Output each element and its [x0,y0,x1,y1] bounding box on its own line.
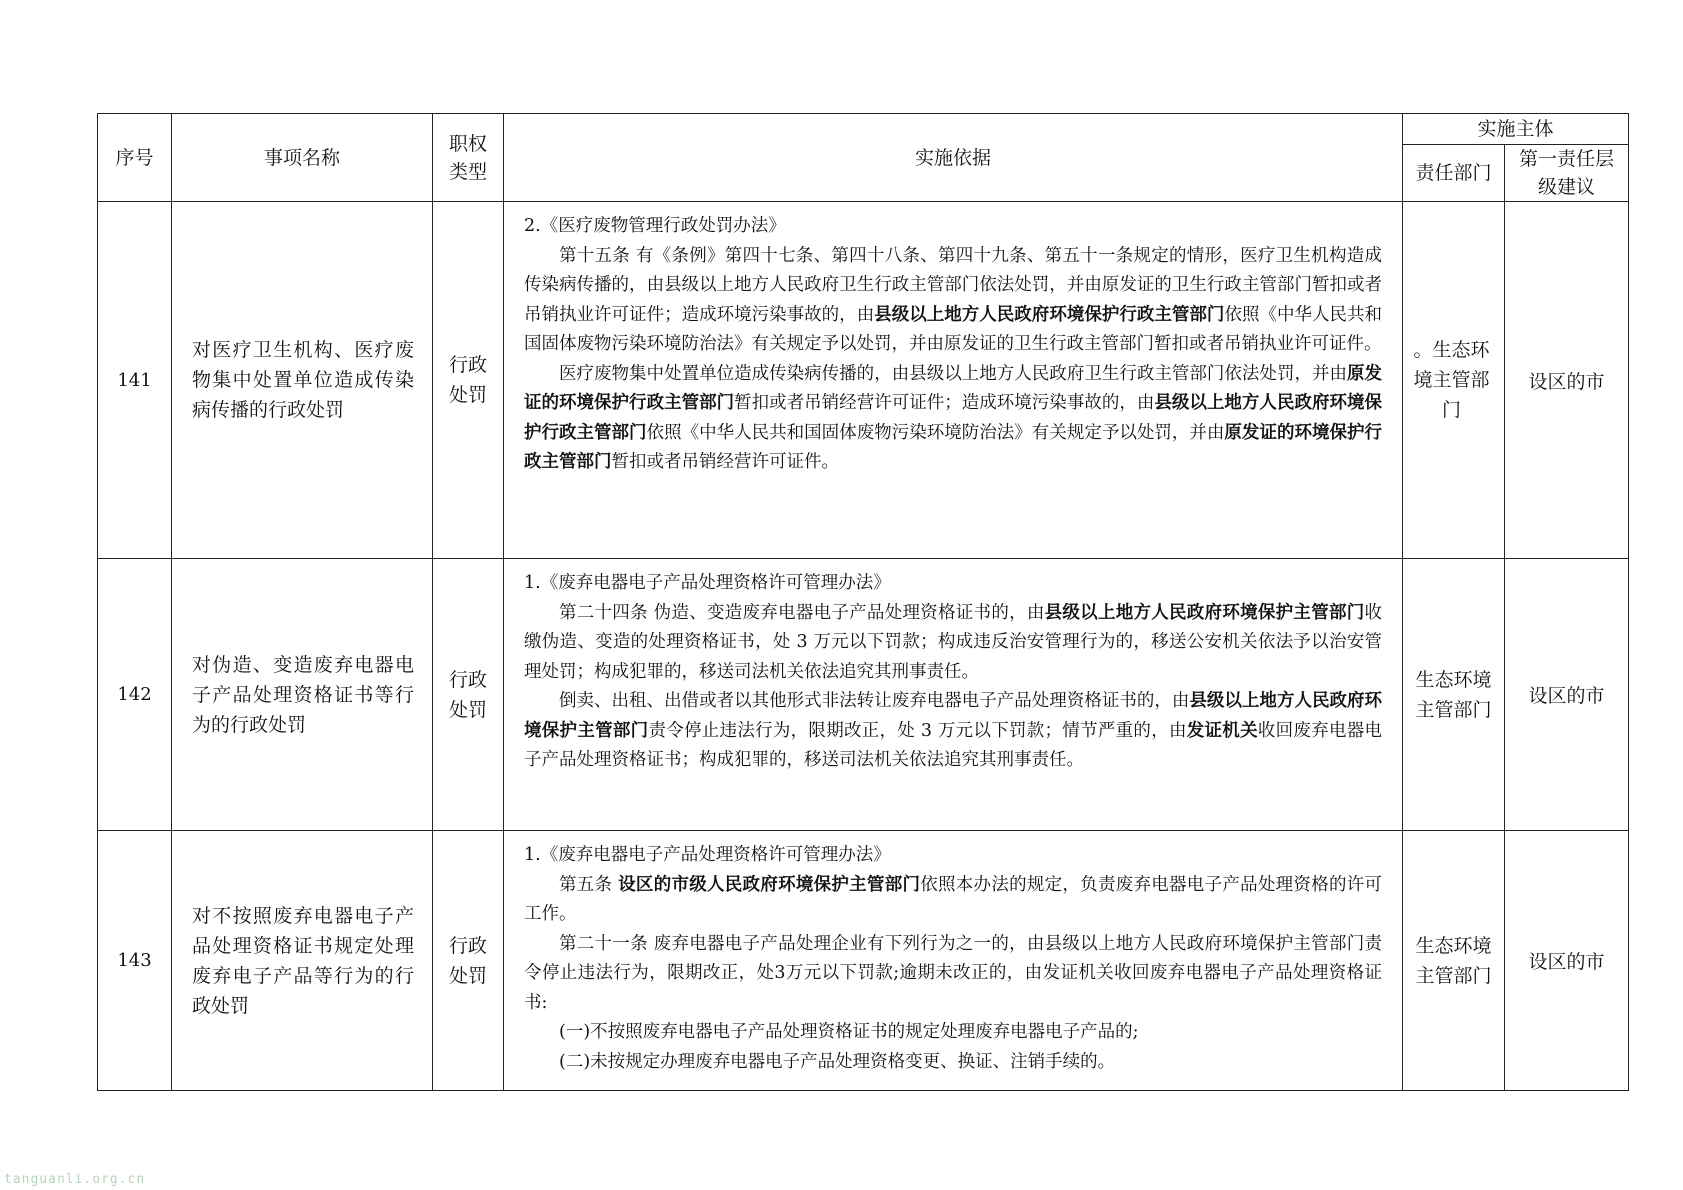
row-type: 行政处罚 [433,559,504,831]
row-basis [504,202,1403,559]
table-row [98,559,1629,831]
basis-list-item: (一)不按照废弃电器电子产品处理资格证书的规定处理废弃电器电子产品的; [559,1022,1139,1042]
header-subject: 实施主体 [1403,114,1629,145]
header-type: 职权类型 [433,114,504,202]
basis-paragraph: 第五条 设区的市级人民政府环境保护主管部门依照本办法的规定，负责废弃电器电子产品处理资格的许可工作。 [524,874,1382,924]
row-level: 设区的市 [1505,831,1629,1091]
header-seq: 序号 [98,114,172,202]
basis-paragraph: 第二十四条 伪造、变造废弃电器电子产品处理资格证书的，由县级以上地方人民政府环境保护主管部门收缴伪造、变造的处理资格证书，处 3 万元以下罚款；构成违反治安管理行为的，移送公安机关依法予以治安管理处罚；构成犯罪的，移送司法机关依法追究其刑事责任。 [524,602,1383,682]
row-basis [504,559,1403,831]
row-name: 对医疗卫生机构、医疗废物集中处置单位造成传染病传播的行政处罚 [172,202,433,559]
basis-list-item: (二)未按规定办理废弃电器电子产品处理资格变更、换证、注销手续的。 [559,1051,1116,1072]
row-name: 对伪造、变造废弃电器电子产品处理资格证书等行为的行政处罚 [172,559,433,831]
table-row [98,202,1629,559]
basis-paragraph: 医疗废物集中处置单位造成传染病传播的，由县级以上地方人民政府卫生行政主管部门依法处罚，并由原发证的环境保护行政主管部门暂扣或者吊销经营许可证件；造成环境污染事故的，由县级以上地方人民政府环境保护行政主管部门依照《中华人民共和国固体废物污染环境防治法》有关规定予以处罚，并由原发证的环境保护行政主管部门暂扣或者吊销经营许可证件。 [524,363,1383,472]
basis-paragraph: 倒卖、出租、出借或者以其他形式非法转让废弃电器电子产品处理资格证书的，由县级以上地方人民政府环境保护主管部门责令停止违法行为，限期改正，处 3 万元以下罚款；情节严重的，由发证机关收回废弃电器电子产品处理资格证书；构成犯罪的，移送司法机关依法追究其刑事责任。 [524,691,1383,770]
basis-paragraph: 第十五条 有《条例》第四十七条、第四十八条、第四十九条、第五十一条规定的情形，医疗卫生机构造成传染病传播的，由县级以上地方人民政府卫生行政主管部门依法处罚，并由原发证的卫生行政主管部门暂扣或者吊销执业许可证件；造成环境污染事故的，由县级以上地方人民政府环境保护行政主管部门依照《中华人民共和国固体废物污染环境防治法》有关规定予以处罚，并由原发证的卫生行政主管部门暂扣或者吊销执业许可证件。 [524,245,1383,354]
basis-title: 1.《废弃电器电子产品处理资格许可管理办法》 [524,845,891,865]
row-type: 行政处罚 [433,831,504,1091]
row-dept: 。生态环境主管部门 [1403,202,1505,559]
row-seq: 141 [98,202,172,559]
row-dept: 生态环境主管部门 [1403,831,1505,1091]
watermark-text: tanguanli.org.cn [4,1172,146,1187]
header-basis: 实施依据 [504,114,1403,202]
header-name: 事项名称 [172,114,433,202]
basis-paragraph: 第二十一条 废弃电器电子产品处理企业有下列行为之一的，由县级以上地方人民政府环境保护主管部门责令停止违法行为，限期改正，处3万元以下罚款;逾期未改正的，由发证机关收回废弃电器电子产品处理资格证书: [524,933,1382,1013]
row-level: 设区的市 [1505,559,1629,831]
table-row [98,831,1629,1091]
row-basis [504,831,1403,1091]
row-level: 设区的市 [1505,202,1629,559]
row-type: 行政处罚 [433,202,504,559]
basis-title: 1.《废弃电器电子产品处理资格许可管理办法》 [524,573,891,593]
row-name: 对不按照废弃电器电子产品处理资格证书规定处理废弃电子产品等行为的行政处罚 [172,831,433,1091]
row-dept: 生态环境主管部门 [1403,559,1505,831]
header-level: 第一责任层级建议 [1505,145,1629,202]
header-dept: 责任部门 [1403,145,1505,202]
basis-title: 2.《医疗废物管理行政处罚办法》 [524,216,786,236]
enforcement-items-table [97,113,1629,1091]
row-seq: 142 [98,559,172,831]
row-seq: 143 [98,831,172,1091]
